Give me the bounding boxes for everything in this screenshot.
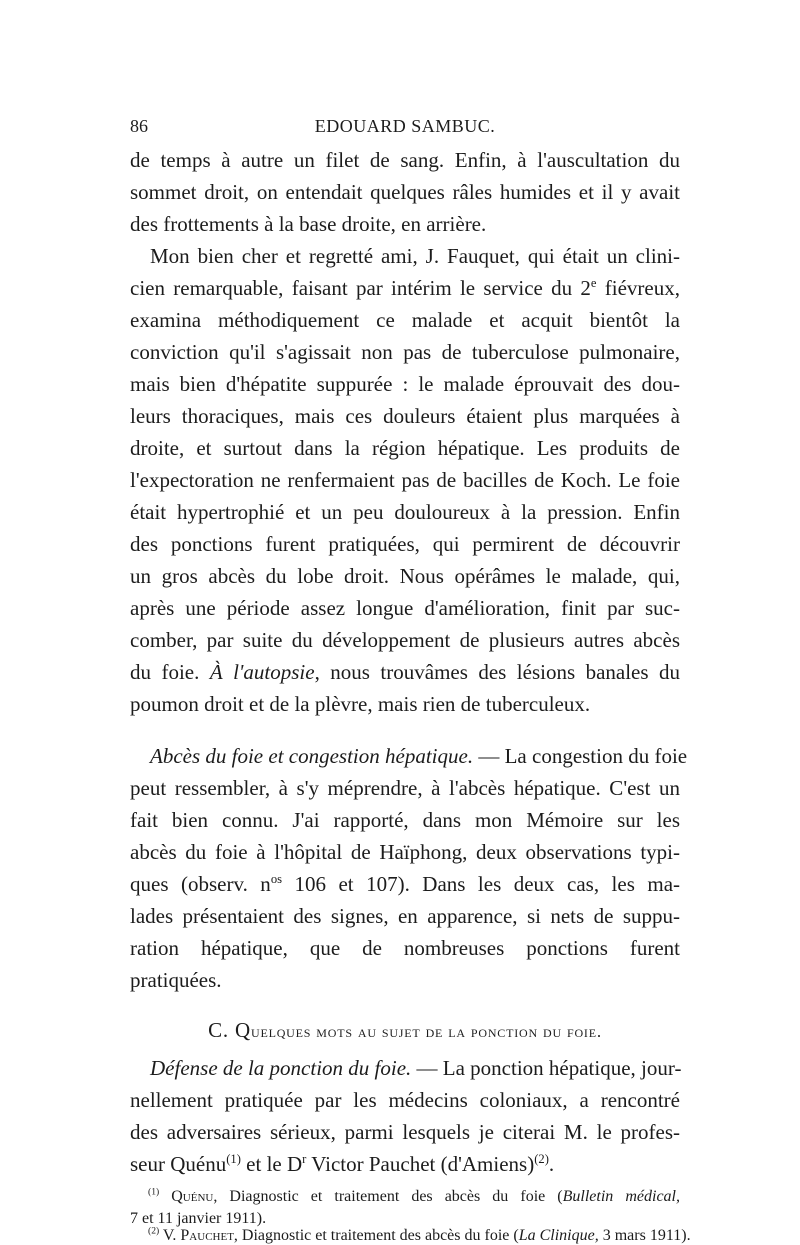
paragraph-1-line: de temps à autre un filet de sang. Enfin, à l'auscultation du: [130, 148, 680, 172]
footnote-2: $^{(2)}$ V. Pauchet, Diagnostic et traitement des abcès du foie (La Clinique, 3 mars 1911).: [148, 1225, 691, 1244]
paragraph-2-line: conviction qu'il s'agissait non pas de tuberculose pulmonaire,: [130, 340, 680, 364]
paragraph-2-line: leurs thoraciques, mais ces douleurs étaient plus marquées à: [130, 404, 680, 428]
footnote-1: $^{(1)}$ Quénu, Diagnostic et traitement des abcès du foie (Bulletin médical,: [148, 1186, 680, 1205]
paragraph-1-line: sommet droit, on entendait quelques râles humides et il y avait: [130, 180, 680, 204]
paragraph-2-line: comber, par suite du développement de plusieurs autres abcès: [130, 628, 680, 652]
paragraph-2-line: était hypertrophié et un peu douloureux à la pression. Enfin: [130, 500, 680, 524]
paragraph-2-line: un gros abcès du lobe droit. Nous opérâmes le malade, qui,: [130, 564, 680, 588]
paragraph-3-line: peut ressembler, à s'y méprendre, à l'abcès hépatique. C'est un: [130, 776, 680, 800]
page-header: [130, 116, 680, 140]
paragraph-2-line: des ponctions furent pratiquées, qui permirent de découvrir: [130, 532, 680, 556]
paragraph-4-line: Défense de la ponction du foie. — La ponction hépatique, jour-: [150, 1056, 682, 1080]
paragraph-2-line: cien remarquable, faisant par intérim le service du 2e fiévreux,: [130, 276, 680, 300]
paragraph-2-line: mais bien d'hépatite suppurée : le malade éprouvait des dou-: [130, 372, 680, 396]
running-title: EDOUARD SAMBUC.: [314, 116, 496, 136]
paragraph-1-line: des frottements à la base droite, en arrière.: [130, 212, 487, 236]
paragraph-4-line: des adversaires sérieux, parmi lesquels je citerai M. le profes-: [130, 1120, 680, 1144]
paragraph-4-line: seur Quénu$^{(1)}$ et le $D^r$ Victor Pauchet (d'Amiens)$^{(2)}$.: [130, 1152, 555, 1176]
paragraph-2-line: Mon bien cher et regretté ami, J. Fauquet, qui était un clini-: [150, 244, 680, 268]
footnote-1-continuation: 7 et 11 janvier 1911).: [130, 1210, 267, 1227]
paragraph-3-line: abcès du foie à l'hôpital de Haïphong, deux observations typi-: [130, 840, 680, 864]
paragraph-2-line: droite, et surtout dans la région hépatique. Les produits de: [130, 436, 680, 460]
paragraph-3-line: ques (observ. $n^{os}$ 106 et 107). Dans les deux cas, les ma-: [130, 872, 681, 896]
paragraph-2-line: après une période assez longue d'amélioration, finit par suc-: [130, 596, 680, 620]
paragraph-2-line: poumon droit et de la plèvre, mais rien de tuberculeux.: [130, 692, 591, 716]
paragraph-3-line: ration hépatique, que de nombreuses ponctions furent: [130, 936, 680, 960]
paragraph-3-line: Abcès du foie et congestion hépatique. — La congestion du foie: [150, 744, 688, 768]
paragraph-2-line: examina méthodiquement ce malade et acquit bientôt la: [130, 308, 680, 332]
paragraph-3-line: pratiquées.: [130, 968, 222, 992]
section-heading: C. Quelques mots au sujet de la ponction du foie.: [208, 1018, 602, 1042]
paragraph-2-line: l'expectoration ne renfermaient pas de bacilles de Koch. Le foie: [130, 468, 680, 492]
paragraph-4-line: nellement pratiquée par les médecins coloniaux, a rencontré: [130, 1088, 680, 1112]
paragraph-3-line: lades présentaient des signes, en apparence, si nets de suppu-: [130, 904, 680, 928]
paragraph-3-line: fait bien connu. J'ai rapporté, dans mon Mémoire sur les: [130, 808, 680, 832]
paragraph-2-line: du foie. À l'autopsie, nous trouvâmes des lésions banales du: [130, 660, 680, 684]
page-number: 86: [130, 116, 148, 136]
